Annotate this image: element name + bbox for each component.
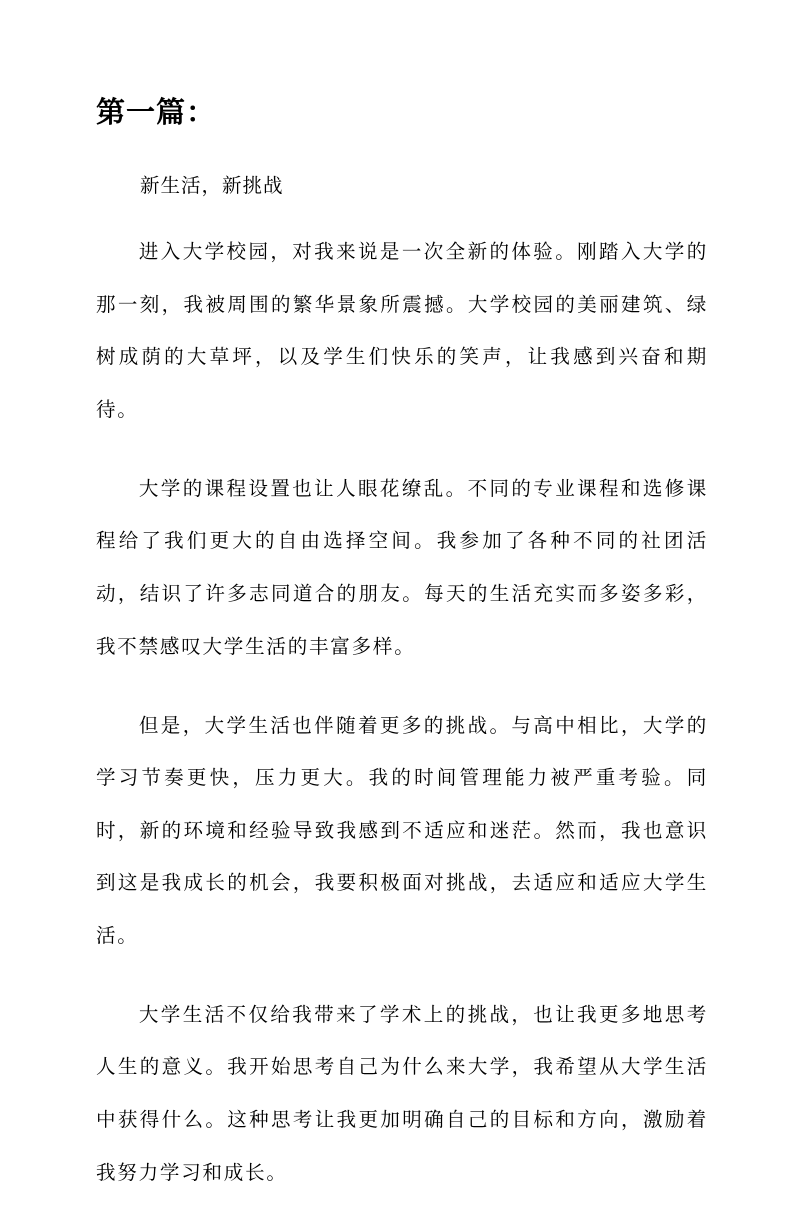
chapter-title: 第一篇：: [96, 95, 217, 129]
article-body: [96, 226, 708, 1226]
paragraph: 大学的课程设置也让人眼花缭乱。不同的专业课程和选修课程给了我们更大的自由选择空间。我参加了各种不同的社团活动，结识了许多志同道合的朋友。每天的生活充实而多姿多彩，我不禁感叹大学生活的丰富多样。: [96, 476, 708, 658]
paragraph: 但是，大学生活也伴随着更多的挑战。与高中相比，大学的学习节奏更快，压力更大。我的时间管理能力被严重考验。同时，新的环境和经验导致我感到不适应和迷茫。然而，我也意识到这是我成长的机会，我要积极面对挑战，去适应和适应大学生活。: [96, 713, 708, 947]
paragraph: 大学生活不仅给我带来了学术上的挑战，也让我更多地思考人生的意义。我开始思考自己为什么来大学，我希望从大学生活中获得什么。这种思考让我更加明确自己的目标和方向，激励着我努力学习和成长。: [96, 1002, 708, 1184]
article-subtitle: 新生活，新挑战: [140, 174, 284, 197]
paragraph: 进入大学校园，对我来说是一次全新的体验。刚踏入大学的那一刻，我被周围的繁华景象所震撼。大学校园的美丽建筑、绿树成荫的大草坪，以及学生们快乐的笑声，让我感到兴奋和期待。: [96, 240, 708, 421]
